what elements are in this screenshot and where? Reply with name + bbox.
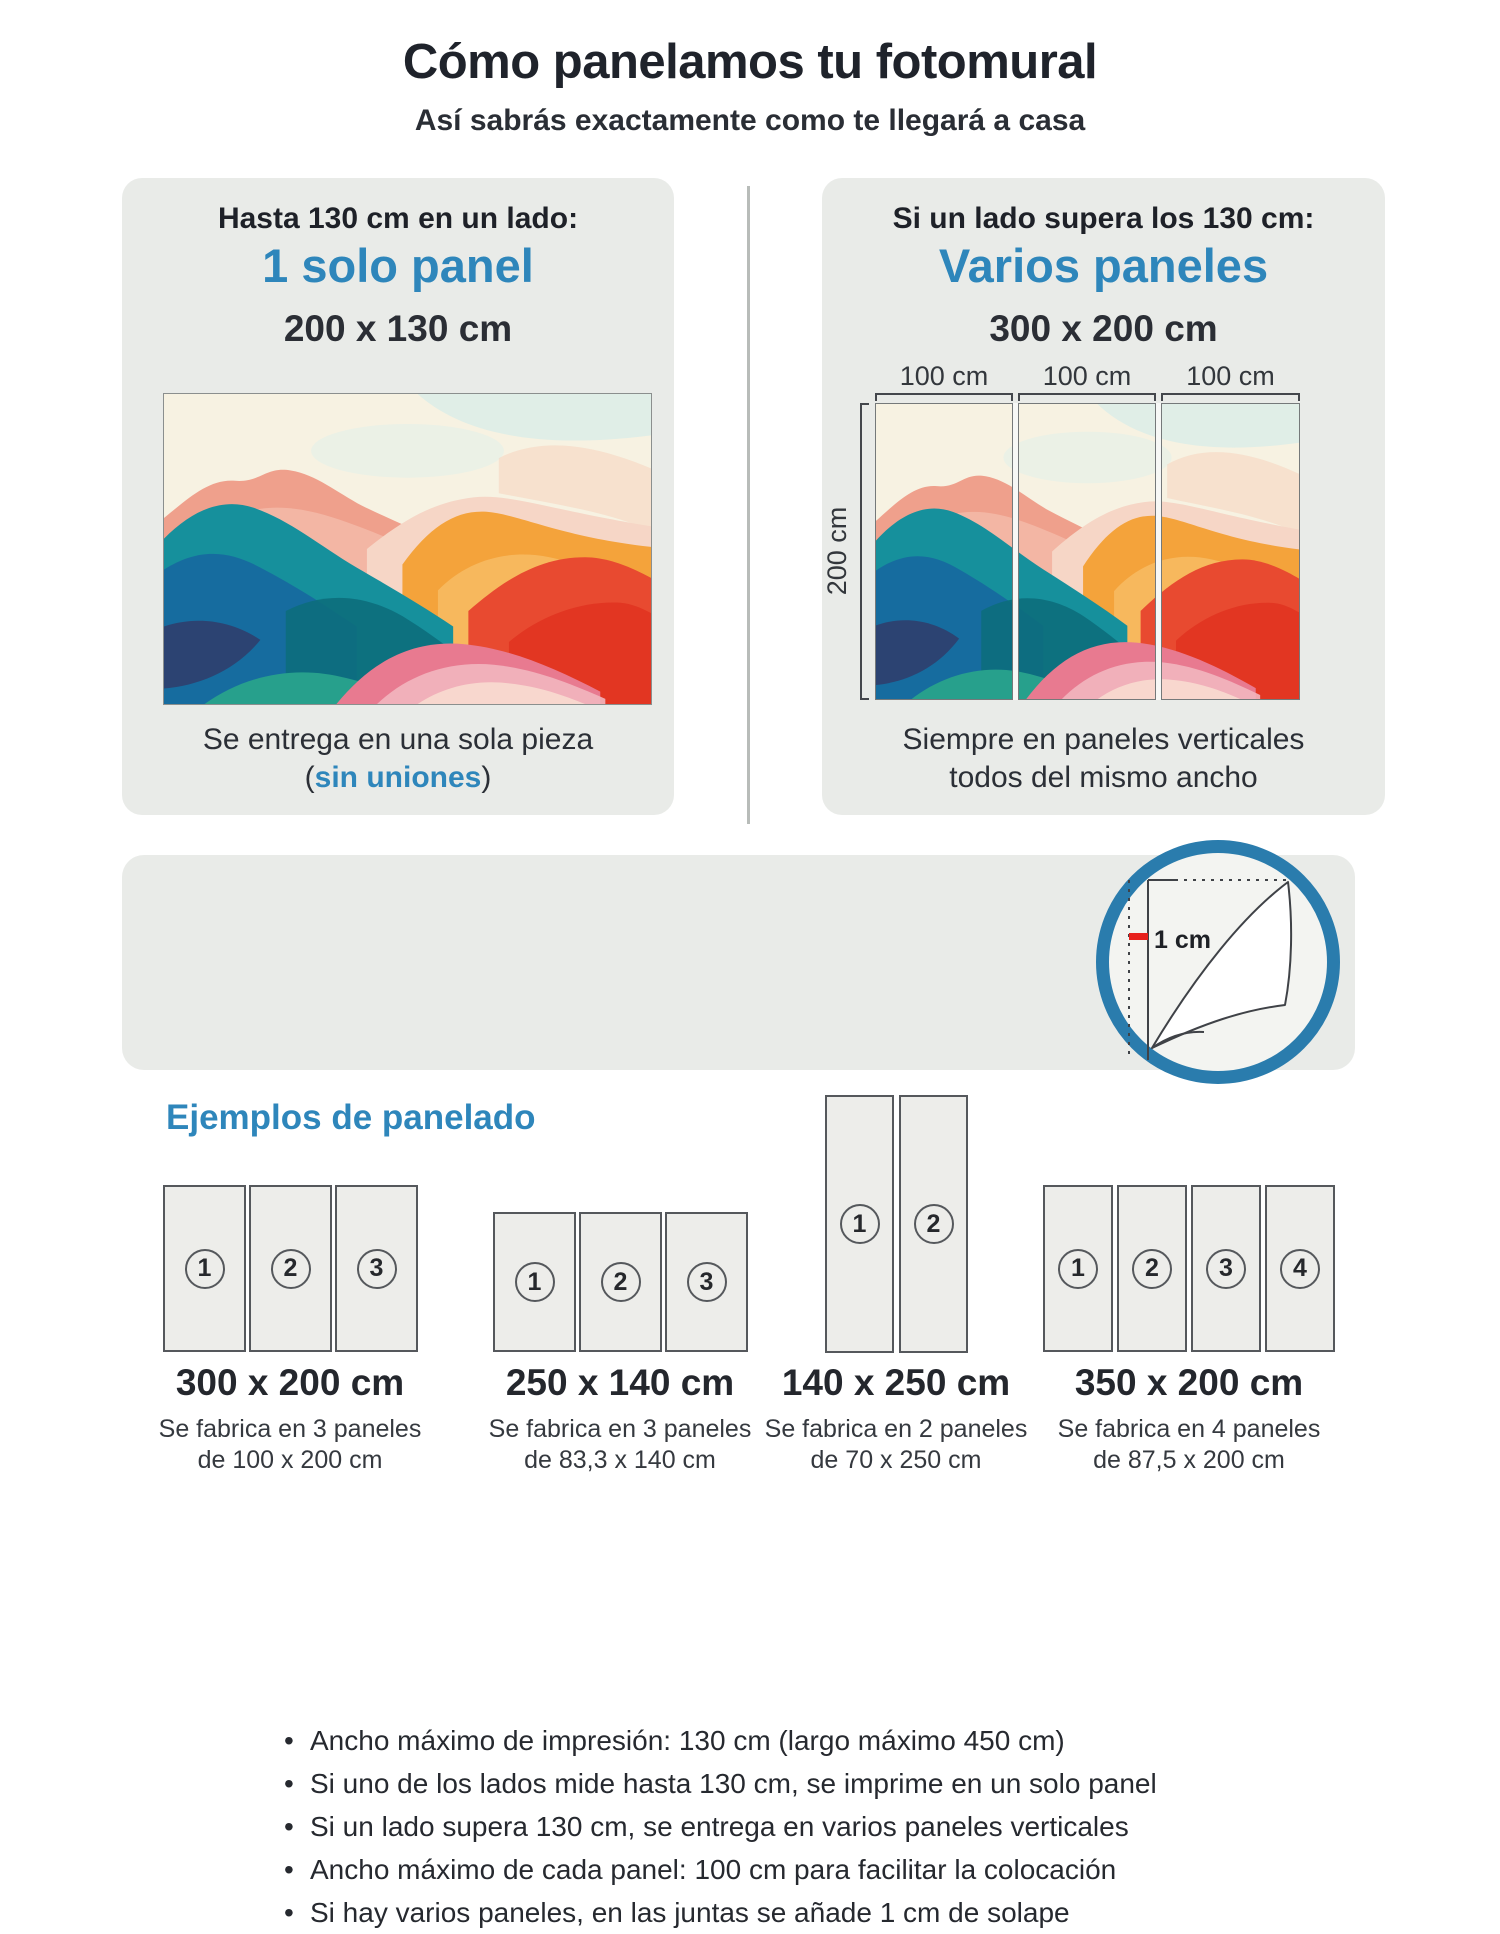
single-panel-delivery-line2 [122,761,674,795]
panel-number-badge: 3 [357,1249,397,1289]
example-panel [163,1185,246,1352]
multi-panel-delivery-line2: todos del mismo ancho [949,761,1258,794]
page-subtitle: Así sabrás exactamente como te llegará a casa [414,104,1086,137]
example-2-caption [470,1362,770,1476]
example-panel [899,1095,968,1353]
page-title: Cómo panelamos tu fotomural [402,35,1098,89]
multi-panel-result: Varios paneles [938,239,1269,292]
example-panel [1117,1185,1187,1352]
example-2-panel-diagram [493,1212,748,1352]
example-desc: de 70 x 250 cm [810,1446,982,1474]
example-desc: Se fabrica en 3 paneles [488,1415,752,1443]
multi-panel-mural-image [875,403,1300,700]
example-panel [825,1095,894,1353]
width-dimension-bracket-3 [1161,393,1300,401]
vertical-divider [747,186,750,824]
note-item: • Si uno de los lados mide hasta 130 cm, se imprime en un solo panel [280,1762,1280,1805]
single-panel-result: 1 solo panel [262,239,534,292]
single-panel-size: 200 x 130 cm [283,308,513,349]
example-3-caption [746,1362,1046,1476]
single-panel-delivery-line1: Se entrega en una sola pieza [202,723,594,756]
example-panel [493,1212,576,1352]
panel-number-badge: 2 [1132,1249,1172,1289]
width-dimension-bracket-1 [875,393,1013,401]
example-panel [579,1212,662,1352]
mural-panel-3 [1161,403,1300,700]
note-item: • Si un lado supera 130 cm, se entrega en varios paneles verticales [280,1805,1280,1848]
example-panel [249,1185,332,1352]
height-dimension-label: 200 cm [822,506,852,596]
multi-panel-option-card [822,178,1385,815]
single-panel-condition: Hasta 130 cm en un lado: [217,202,579,235]
panel-number-badge: 2 [601,1262,641,1302]
panel-number-badge: 1 [1058,1249,1098,1289]
note-item: • Ancho máximo de impresión: 130 cm (largo máximo 450 cm) [280,1719,1280,1762]
example-panel [1265,1185,1335,1352]
one-cm-mark [1129,933,1148,940]
example-panel [1191,1185,1261,1352]
example-desc: de 83,3 x 140 cm [524,1446,716,1474]
overlap-diagram-icon [1096,840,1340,1084]
panel-number-badge: 1 [185,1249,225,1289]
height-dimension-bracket [860,403,869,700]
example-desc: Se fabrica en 2 paneles [764,1415,1028,1443]
example-desc: Se fabrica en 4 paneles [1057,1415,1321,1443]
example-panel [335,1185,418,1352]
example-4-caption [1039,1362,1339,1476]
single-panel-mural-image [163,393,652,705]
single-panel-option-card [122,178,674,815]
example-panel [665,1212,748,1352]
example-1-panel-diagram [163,1185,418,1352]
panel-number-badge: 3 [687,1262,727,1302]
note-item: • Si hay varios paneles, en las juntas se añade 1 cm de solape [280,1891,1280,1934]
multi-panel-delivery-line1: Siempre en paneles verticales [902,723,1305,756]
example-desc: de 87,5 x 200 cm [1093,1446,1285,1474]
width-dimension-label-1: 100 cm [899,361,989,391]
example-4-panel-diagram [1043,1185,1335,1352]
overlap-label: 1 cm [1154,926,1211,954]
panel-number-badge: 3 [1206,1249,1246,1289]
example-size: 250 x 140 cm [505,1362,735,1403]
example-1-caption [140,1362,440,1476]
mural-panel-1 [875,403,1013,700]
paren-open: ( [304,761,315,794]
panel-number-badge: 1 [840,1204,880,1244]
example-desc: Se fabrica en 3 paneles [158,1415,422,1443]
printing-notes-list [280,1719,1280,1934]
width-dimension-bracket-2 [1018,393,1156,401]
note-item: • Ancho máximo de cada panel: 100 cm para facilitar la colocación [280,1848,1280,1891]
example-size: 140 x 250 cm [781,1362,1011,1403]
width-dimension-label-2: 100 cm [1042,361,1132,391]
panel-number-badge: 2 [914,1204,954,1244]
example-size: 300 x 200 cm [175,1362,405,1403]
mural-panel-2 [1018,403,1156,700]
multi-panel-size: 300 x 200 cm [989,308,1218,349]
example-size: 350 x 200 cm [1074,1362,1304,1403]
panel-number-badge: 2 [271,1249,311,1289]
example-3-panel-diagram [825,1095,968,1353]
example-panel [1043,1185,1113,1352]
paren-close: ) [481,761,492,794]
example-desc: de 100 x 200 cm [197,1446,383,1474]
multi-panel-condition: Si un lado supera los 130 cm: [892,202,1315,235]
panel-number-badge: 1 [515,1262,555,1302]
delivery-highlight: sin uniones [314,761,482,794]
examples-heading: Ejemplos de panelado [166,1098,536,1137]
panel-number-badge: 4 [1280,1249,1320,1289]
width-dimension-label-3: 100 cm [1186,361,1275,391]
